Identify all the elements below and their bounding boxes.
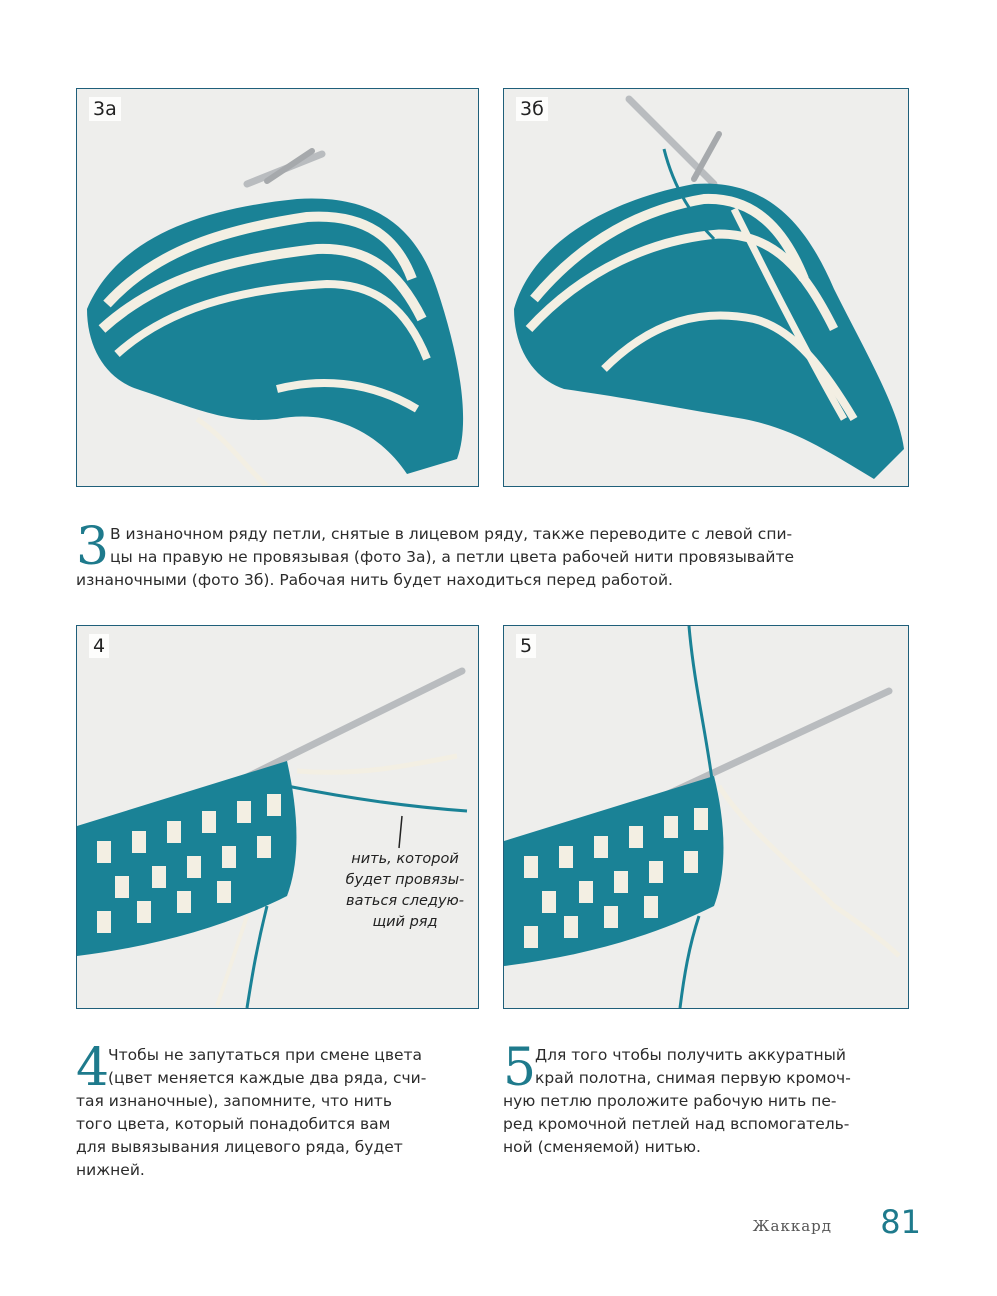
annotation-next-row-yarn — [335, 849, 475, 933]
step4-line-4: того цвета, который понадобится вам — [76, 1115, 391, 1133]
photo-4-label: 4 — [89, 634, 109, 658]
photo-5 — [503, 625, 909, 1009]
knitting-photo-3b — [504, 89, 908, 486]
photo-5-label: 5 — [516, 634, 536, 658]
annotation-line-2: будет провязы- — [345, 872, 465, 888]
photo-4 — [76, 625, 479, 1009]
knitting-photo-3a — [77, 89, 478, 486]
step3-line-1: В изнаночном ряду петли, снятые в лицевом ряду, также переводите с левой спи- — [110, 525, 793, 543]
step5-line-1: Для того чтобы получить аккуратный — [535, 1046, 846, 1064]
step3-line-2: цы на правую не провязывая (фото 3а), а петли цвета рабочей нити провязывайте — [110, 548, 795, 566]
photo-3a — [76, 88, 479, 487]
step5-number: 5 — [503, 1038, 537, 1098]
step5-line-2: край полотна, снимая первую кромоч- — [535, 1069, 851, 1087]
step4-line-1: Чтобы не запутаться при смене цвета — [108, 1046, 423, 1064]
annotation-line-4: щий ряд — [372, 914, 438, 930]
step5-line-4: ред кромочной петлей над вспомогатель- — [503, 1115, 850, 1133]
step4-number: 4 — [76, 1038, 110, 1098]
step5-text — [503, 1038, 907, 1159]
step4-line-2: (цвет меняется каждые два ряда, счи- — [108, 1069, 427, 1087]
knitting-photo-4 — [77, 626, 478, 1008]
photo-3a-label: 3а — [89, 97, 121, 121]
photo-3b — [503, 88, 909, 487]
step4-line-5: для вывязывания лицевого ряда, будет — [76, 1138, 403, 1156]
knitting-photo-5 — [504, 626, 908, 1008]
step4-text — [76, 1038, 477, 1182]
step5-line-5: ной (сменяемой) нитью. — [503, 1138, 701, 1156]
annotation-line-3: ваться следую- — [346, 893, 464, 909]
step3-line-3: изнаночными (фото 3б). Рабочая нить будет находиться перед работой. — [76, 571, 673, 589]
annotation-line-1: нить, которой — [351, 851, 459, 867]
step3-text — [76, 517, 907, 592]
running-footer-section: Жаккард — [752, 1217, 832, 1235]
page-number: 81 — [880, 1203, 921, 1241]
photo-3b-label: 3б — [516, 97, 548, 121]
step4-line-6: нижней. — [76, 1161, 145, 1179]
step5-line-3: ную петлю проложите рабочую нить пе- — [503, 1092, 837, 1110]
step3-number: 3 — [76, 517, 110, 577]
step4-line-3: тая изнаночные), запомните, что нить — [76, 1092, 392, 1110]
